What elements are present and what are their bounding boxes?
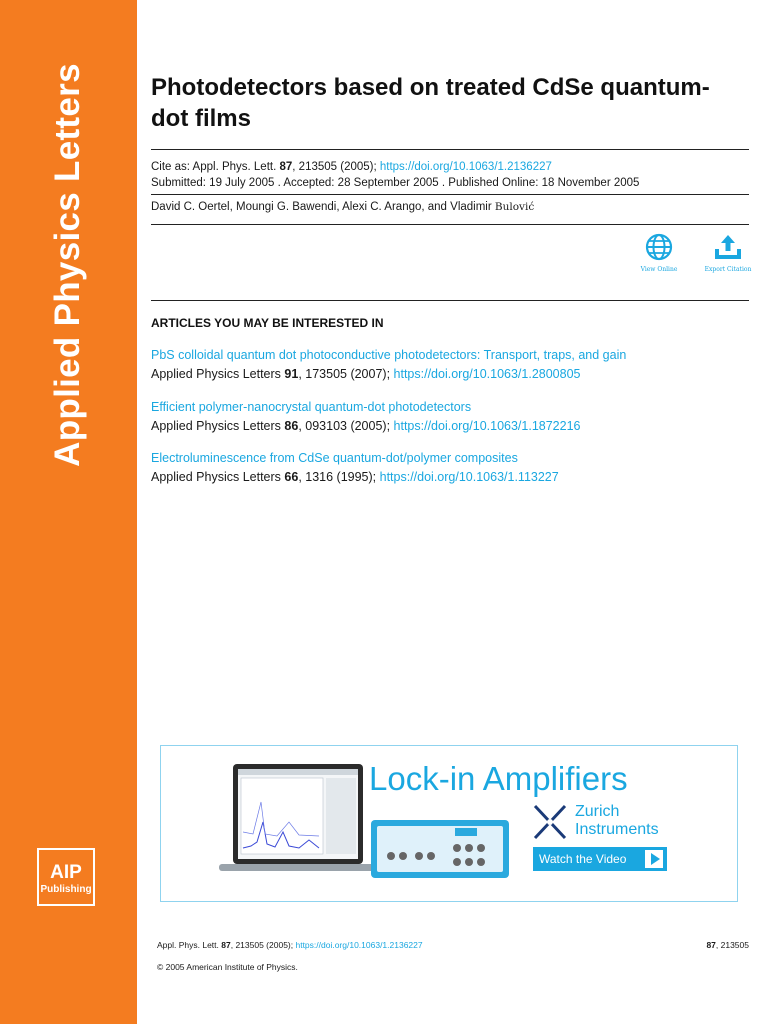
author-list [151, 201, 534, 213]
journal-sidebar [0, 0, 137, 1024]
citation-block [151, 159, 639, 191]
footer-page-ref [706, 940, 749, 950]
related-article [151, 346, 751, 384]
related-article [151, 398, 751, 436]
article-doi-link[interactable]: https://doi.org/10.1063/1.2136227 [379, 161, 552, 173]
footer-doi-link[interactable]: https://doi.org/10.1063/1.2136227 [295, 940, 423, 950]
related-doi-link[interactable]: https://doi.org/10.1063/1.113227 [379, 470, 559, 484]
related-article-title[interactable]: Electroluminescence from CdSe quantum-dot/polymer composites [151, 451, 518, 465]
cite-prefix: Cite as: Appl. Phys. Lett. [151, 161, 280, 173]
logo-line-2: Publishing [40, 884, 92, 895]
export-icon [712, 232, 744, 262]
footer-prefix: Appl. Phys. Lett. [157, 940, 222, 950]
zurich-instruments-logo-icon [531, 804, 569, 840]
footer-page-rest: , 213505 [715, 940, 749, 950]
related-article-source [151, 468, 751, 487]
related-rest: , 1316 (1995); [298, 470, 380, 484]
footer-rest: , 213505 (2005); [230, 940, 296, 950]
journal-title: Applied Physics Letters [48, 63, 87, 467]
export-citation-button[interactable] [698, 232, 758, 273]
related-volume: 91 [284, 367, 299, 381]
related-article [151, 449, 751, 487]
author-last[interactable]: Bulović [494, 201, 535, 213]
play-icon [645, 850, 663, 868]
related-articles-heading: ARTICLES YOU MAY BE INTERESTED IN [151, 316, 384, 330]
view-online-button[interactable] [629, 232, 689, 273]
publication-dates: Submitted: 19 July 2005 . Accepted: 28 September 2005 . Published Online: 18 November 2005 [151, 177, 640, 189]
globe-icon [644, 232, 674, 262]
related-volume: 86 [284, 419, 299, 433]
copyright: © 2005 American Institute of Physics. [157, 962, 298, 972]
related-journal: Applied Physics Letters [151, 470, 285, 484]
view-online-label: View Online [640, 266, 678, 273]
divider [151, 224, 749, 225]
cite-line [151, 159, 639, 175]
divider [151, 300, 749, 301]
brand-line-2: Instruments [575, 821, 659, 838]
footer-page-volume: 87 [706, 940, 716, 950]
divider [151, 194, 749, 195]
related-article-source [151, 417, 751, 436]
authors-main[interactable]: David C. Oertel, Moungi G. Bawendi, Alexi C. Arango, and Vladimir [151, 201, 495, 213]
related-rest: , 173505 (2007); [298, 367, 394, 381]
related-article-title[interactable]: Efficient polymer-nanocrystal quantum-dot photodetectors [151, 400, 472, 414]
related-rest: , 093103 (2005); [298, 419, 394, 433]
footer-citation [157, 940, 423, 950]
related-journal: Applied Physics Letters [151, 367, 285, 381]
related-article-source [151, 365, 751, 384]
mfli-instrument-illustration [369, 814, 519, 892]
lock-in-amplifiers-ad[interactable] [160, 745, 738, 902]
aip-publishing-logo[interactable] [37, 848, 95, 906]
brand-line-1: Zurich [575, 803, 620, 820]
cite-volume: 87 [279, 161, 293, 173]
ad-brand [575, 803, 659, 839]
logo-line-1: AIP [50, 862, 82, 883]
divider [151, 149, 749, 150]
footer-volume: 87 [221, 940, 231, 950]
related-volume: 66 [284, 470, 299, 484]
export-citation-label: Export Citation [704, 266, 752, 273]
article-title: Photodetectors based on treated CdSe quantum-dot films [151, 74, 710, 132]
related-article-title[interactable]: PbS colloidal quantum dot photoconductive photodetectors: Transport, traps, and gain [151, 348, 627, 362]
watch-video-button[interactable] [533, 847, 667, 871]
ad-headline: Lock-in Amplifiers [369, 760, 628, 797]
related-doi-link[interactable]: https://doi.org/10.1063/1.1872216 [393, 419, 581, 433]
related-doi-link[interactable]: https://doi.org/10.1063/1.2800805 [393, 367, 581, 381]
cite-rest: , 213505 (2005); [292, 161, 380, 173]
watch-video-label: Watch the Video [539, 852, 627, 866]
related-journal: Applied Physics Letters [151, 419, 285, 433]
